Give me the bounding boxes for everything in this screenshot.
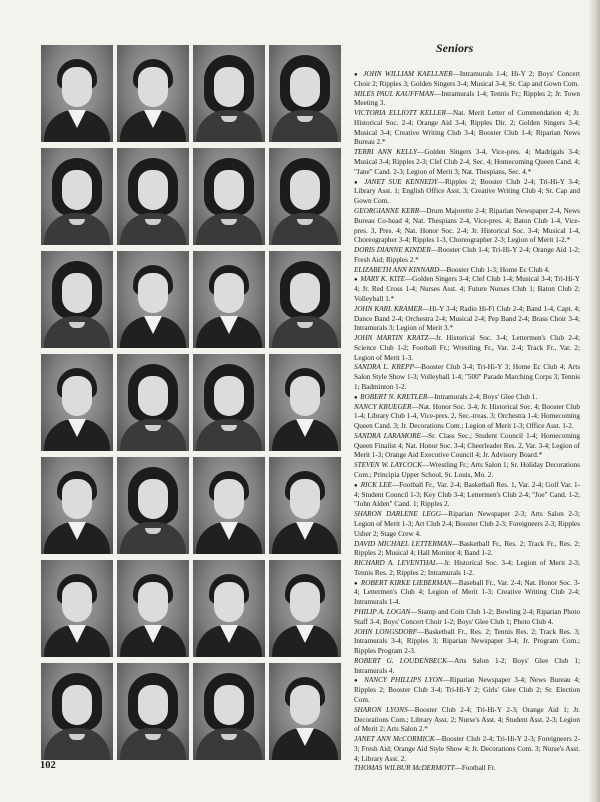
senior-activities: —Booster Club 2-4; Tri-Hi-Y 2-3; Foreigneers 2-3; Fresh Aid; Orange Aid Style Show 4; Jr. Decorations Com. 3; Nurse's Asst. 4; Library Asst. 2. bbox=[354, 735, 580, 763]
row-marker-icon: ● bbox=[354, 678, 364, 685]
senior-name: TERRI ANN KELLY bbox=[354, 148, 418, 157]
senior-name: VICTORIA ELLIOTT KELLER bbox=[354, 109, 446, 118]
senior-name: NANCY KRUEGER bbox=[354, 402, 412, 411]
senior-portrait bbox=[41, 148, 113, 245]
senior-portrait bbox=[269, 148, 341, 245]
senior-activities: —Intramurals 2-4; Boys' Glee Club 1. bbox=[427, 392, 538, 401]
senior-entry bbox=[354, 559, 580, 579]
senior-portrait bbox=[41, 45, 113, 142]
senior-activities: —Football Fr. bbox=[454, 764, 496, 770]
senior-entry bbox=[354, 735, 580, 764]
senior-portrait bbox=[117, 251, 189, 348]
senior-entry bbox=[354, 432, 580, 461]
senior-name: MILES PAUL KAUFFMAN bbox=[354, 89, 434, 98]
senior-activities: —Baseball Fr., Var. 2-4; Nat. Honor Soc. 3-4; Lettermen's Club 4; Legion of Merit 1-3; Creative Writing Club 2-4; Intramurals 1-4. bbox=[354, 578, 580, 607]
senior-activities: —Ripples 2; Booster Club 2-4; Tri-Hi-Y 3-4; Library Asst. 1; English Office Asst. 3; Creative Writing Club 4; Sr. Cap and Gown Com. bbox=[354, 177, 580, 206]
senior-name: JANET ANN McCORMICK bbox=[354, 735, 435, 744]
senior-name: SHARON DARLENE LEGG bbox=[354, 510, 442, 519]
portrait-grid bbox=[41, 45, 341, 760]
senior-portrait bbox=[117, 560, 189, 657]
senior-activities: —Riparian Newspaper 3-4; News Bureau 4; Ripples 2; Booster Club 3-4; Tri-Hi-Y 2; Girls' Glee Club 2; Sr. Election Com. bbox=[354, 676, 580, 704]
senior-portrait bbox=[269, 354, 341, 451]
senior-activities: —Jr. Historical Soc. 3-4; Lettermen's Club 2-4; Science Club 1-2; Football Fr.; Wrestling Fr., Var. 2-4; Track Fr., Var. 2; Legion of Merit 1-3. bbox=[354, 334, 580, 362]
senior-name: JANET SUE KENNEDY bbox=[364, 177, 438, 186]
senior-name: JOHN KARL KRAMER bbox=[354, 304, 423, 313]
senior-name: DORIS DIANNE KINDER bbox=[354, 246, 431, 255]
senior-entry bbox=[354, 579, 580, 608]
senior-entry bbox=[354, 275, 580, 304]
row-marker-icon: ● bbox=[354, 394, 360, 401]
senior-entry bbox=[354, 266, 580, 276]
senior-entry bbox=[354, 363, 580, 392]
senior-name: ELIZABETH ANN KINNARD bbox=[354, 265, 440, 274]
senior-activities: —Sr. Class Sec.; Student Council 1-4; Homecoming Queen Finalist 4; Nat. Honor Soc. 3-4; Cheerleader Res. 2, Var. 3-4; Legion of Merit 1-3; Orange Aid Executive Council 4; Jr. Advisory Board.* bbox=[354, 431, 580, 460]
senior-portrait bbox=[41, 560, 113, 657]
senior-portrait bbox=[269, 251, 341, 348]
row-marker-icon: ● bbox=[354, 179, 364, 186]
page-number: 102 bbox=[40, 760, 56, 771]
senior-entry bbox=[354, 628, 580, 657]
senior-portrait bbox=[41, 251, 113, 348]
senior-portrait bbox=[117, 354, 189, 451]
senior-name: THOMAS WILBUR McDERMOTT bbox=[354, 764, 455, 770]
senior-portrait bbox=[269, 560, 341, 657]
senior-activities: —Football Fr., Var. 2-4; Basketball Res. 1, Var. 2-4; Golf Var. 1-4; Student Council 1-3; Key Club 3-4; Lettermen's Club 2-4; "Joe" Cand. 1-2; "John Alden" Cand. 1; Ripples 2. bbox=[354, 480, 580, 509]
senior-activities: —Stamp and Coin Club 1-2; Bowling 2-4; Riparian Photo Staff 3-4; Boys' Concert Choir 1-2; Boys' Glee Club 1; Photo Club 4. bbox=[354, 607, 580, 626]
senior-entry bbox=[354, 657, 580, 677]
senior-activities: —Nat. Merit Letter of Commendation 4; Jr. Historical Soc. 2-4; Orange Aid 3-4; Ripples Dir. 2; Golden Singers 3-4; Musical 3-4; Creative Writing Club 3-4; Booster Club 1-4; Riparian News Bureau 2.* bbox=[354, 109, 580, 147]
senior-name: ROBERT KIRKE LIEBERMAN bbox=[360, 578, 452, 587]
page-edge-shadow bbox=[588, 0, 600, 802]
senior-name: RICHARD A. LEVENTHAL bbox=[354, 559, 437, 568]
senior-name: JOHN MARTIN KRATZ bbox=[354, 334, 429, 343]
senior-entry bbox=[354, 148, 580, 177]
section-heading: Seniors bbox=[436, 41, 474, 55]
senior-portrait bbox=[269, 457, 341, 554]
senior-entry bbox=[354, 706, 580, 735]
senior-entry bbox=[354, 334, 580, 363]
senior-portrait bbox=[193, 354, 265, 451]
senior-activities: —Nat. Honor Soc. 3-4; Jr. Historical Soc. 4; Booster Club 1-4; Library Club 1-4, Vice-pres. 2, Sec.-treas. 3; Orchestra 1-4; Homecoming Queen Cand. 3; Jr. Decorations Com.; Legion of Merit 1-3; Office Asst. 1-2. bbox=[354, 402, 580, 431]
senior-portrait bbox=[117, 663, 189, 760]
senior-activities: —Hi-Y 3-4; Radio Hi-Fi Club 2-4; Band 1-4, Capt. 4; Dance Band 2-4; Orchestra 2-4; Musical 2-4; Pep Band 2-4; Brass Choir 3-4; Intramurals 3; Legion of Merit 3.* bbox=[354, 304, 580, 333]
senior-portrait bbox=[117, 45, 189, 142]
senior-activities: —Intramurals 1-4; Tennis Fr.; Ripples 2; Jr. Town Meeting 3. bbox=[354, 89, 580, 108]
senior-activities: —Booster Club 3-4; Tri-Hi-Y 3; Home Ec Club 4; Arts Salon Style Show 1-3; Volleyball 1-4; "500" Parade Marching Corps 3; Tennis 1; Badminton 1-2. bbox=[354, 363, 580, 391]
senior-name: JOHN LONGSDORF bbox=[354, 627, 418, 636]
senior-name: RICK LEE bbox=[360, 480, 392, 489]
senior-entry bbox=[354, 178, 580, 207]
senior-activities: —Basketball Fr., Res. 2; Tennis Res. 2; Track Res. 3; Intramurals 3-4; Ripples 3; Riparian Newspaper 3-4; Jr. Program Com.; Ripples Program 2-3. bbox=[354, 627, 580, 656]
senior-activities: —Drum Majorette 2-4; Riparian Newspaper 2-4, News Bureau Co-head 4; Nat. Thespians 2-4, Vice-pres. 4; Baton Club 1-4, Vice-pres. 3, Pres. 4; Nat. Honor Soc. 2-4; Jr. Historical Soc. 3-4; Musical 1-4, Choreographer 3-4; Ripples 1-3, Choreographer 2-3; Legion of Merit 1-2.* bbox=[354, 206, 580, 245]
senior-name: ROBERT N. KRETLER bbox=[360, 392, 428, 401]
row-marker-icon: ● bbox=[354, 580, 360, 587]
senior-activities: —Basketball Fr., Res. 2; Track Fr., Res. 2; Ripples 2; Musical 4; Hall Monitor 4; Band 1-2. bbox=[354, 539, 580, 558]
senior-activities: —Intramurals 1-4; Hi-Y 2; Boys' Concert Choir 2; Ripples 3; Golden Singers 3-4; Musical 3-4; Sr. Cap and Gown Com. bbox=[354, 70, 580, 88]
senior-activities: —Wrestling Fr.; Arts Salon 1; Sr. Holiday Decorations Com.; Principia Upper School, St. Louis, Mo. 2. bbox=[354, 461, 580, 480]
senior-portrait bbox=[117, 148, 189, 245]
senior-portrait bbox=[193, 663, 265, 760]
senior-name: DAVID MICHAEL LETTERMAN bbox=[354, 539, 452, 548]
senior-name: SANDRA LARAMORE bbox=[354, 431, 421, 440]
senior-name: MARY K. KITE bbox=[360, 275, 405, 284]
senior-activities: —Jr. Historical Soc. 3-4; Legion of Merit 2-3; Tennis Res. 2; Ripples 2; Intramurals 1-2. bbox=[354, 559, 580, 577]
senior-portrait bbox=[41, 354, 113, 451]
senior-name: SANDRA L. KREPP bbox=[354, 363, 414, 372]
senior-name: GEORGIANNE KERR bbox=[354, 206, 420, 215]
senior-portrait bbox=[41, 457, 113, 554]
senior-activities: —Booster Club 1-3; Home Ec Club 4. bbox=[439, 265, 550, 274]
senior-activities: —Booster Club 1-4; Tri-Hi-Y 2-4; Orange Aid 1-2; Fresh Aid; Ripples 2.* bbox=[354, 246, 580, 264]
row-marker-icon: ● bbox=[354, 482, 360, 489]
senior-name: SHARON LYONS bbox=[354, 705, 408, 714]
senior-portrait bbox=[193, 560, 265, 657]
senior-entry bbox=[354, 305, 580, 334]
senior-activities: —Booster Club 2-4; Tri-Hi-Y 2-3; Orange Aid 1; Jr. Decorations Com.; Library Asst. 2; Nurse's Asst. 4; Student Asst. 2-3; Legion of Merit 2; Arts Salon 2.* bbox=[354, 705, 580, 734]
senior-entry bbox=[354, 403, 580, 432]
senior-entry bbox=[354, 510, 580, 539]
senior-name: JOHN WILLIAM KAELLNER bbox=[363, 70, 453, 78]
senior-entry bbox=[354, 540, 580, 560]
senior-entry bbox=[354, 246, 580, 266]
row-marker-icon: ● bbox=[354, 277, 360, 284]
senior-entry bbox=[354, 393, 580, 403]
senior-activities: —Golden Singers 3-4; Clef Club 1-4; Musical 3-4; Tri-Hi-Y 4; Jr. Red Cross 1-4; Nurses Asst. 4; Future Nurses Club 1; Baton Club 2; Volleyball 1.* bbox=[354, 275, 580, 303]
senior-entry bbox=[354, 207, 580, 246]
senior-activities: —Arts Salon 1-2; Boys' Glee Club 1; Intramurals 4. bbox=[354, 656, 580, 675]
senior-name: PHILIP A. LOGAN bbox=[354, 607, 411, 616]
senior-activities: —Riparian Newspaper 2-3; Arts Salon 2-3; Legion of Merit 1-3; Art Club 2-4; Booster Club 2-3; Foreigneers 2-3; Ripples Usher 2; Stage Crew 4. bbox=[354, 510, 580, 538]
senior-portrait bbox=[193, 457, 265, 554]
senior-entry bbox=[354, 608, 580, 628]
senior-activities: —Golden Singers 3-4, Vice-pres. 4; Madrigals 3-4; Musical 3-4; Ripples 2-3; Clef Club 2-4, Sec. 4; Homecoming Queen Cand. 4; "Jane" Cand. 2-3; Legion of Merit 3; Nat. Thespians, Sec. 4.* bbox=[354, 148, 580, 176]
senior-entry bbox=[354, 461, 580, 481]
senior-entry bbox=[354, 676, 580, 705]
senior-entry bbox=[354, 109, 580, 148]
senior-name: NANCY PHILLIPS LYON bbox=[364, 676, 443, 685]
senior-portrait bbox=[193, 45, 265, 142]
senior-portrait bbox=[41, 663, 113, 760]
senior-portrait bbox=[193, 148, 265, 245]
senior-entries bbox=[354, 70, 580, 770]
senior-entry bbox=[354, 70, 580, 90]
senior-entry bbox=[354, 764, 580, 770]
senior-entry bbox=[354, 90, 580, 110]
senior-name: STEVEN W. LAYCOCK bbox=[354, 461, 423, 470]
senior-entry bbox=[354, 481, 580, 510]
row-marker-icon: ● bbox=[354, 72, 363, 78]
senior-name: ROBERT G. LOUDENBECK bbox=[354, 656, 447, 665]
senior-portrait bbox=[269, 663, 341, 760]
senior-portrait bbox=[193, 251, 265, 348]
senior-portrait bbox=[117, 457, 189, 554]
senior-portrait bbox=[269, 45, 341, 142]
